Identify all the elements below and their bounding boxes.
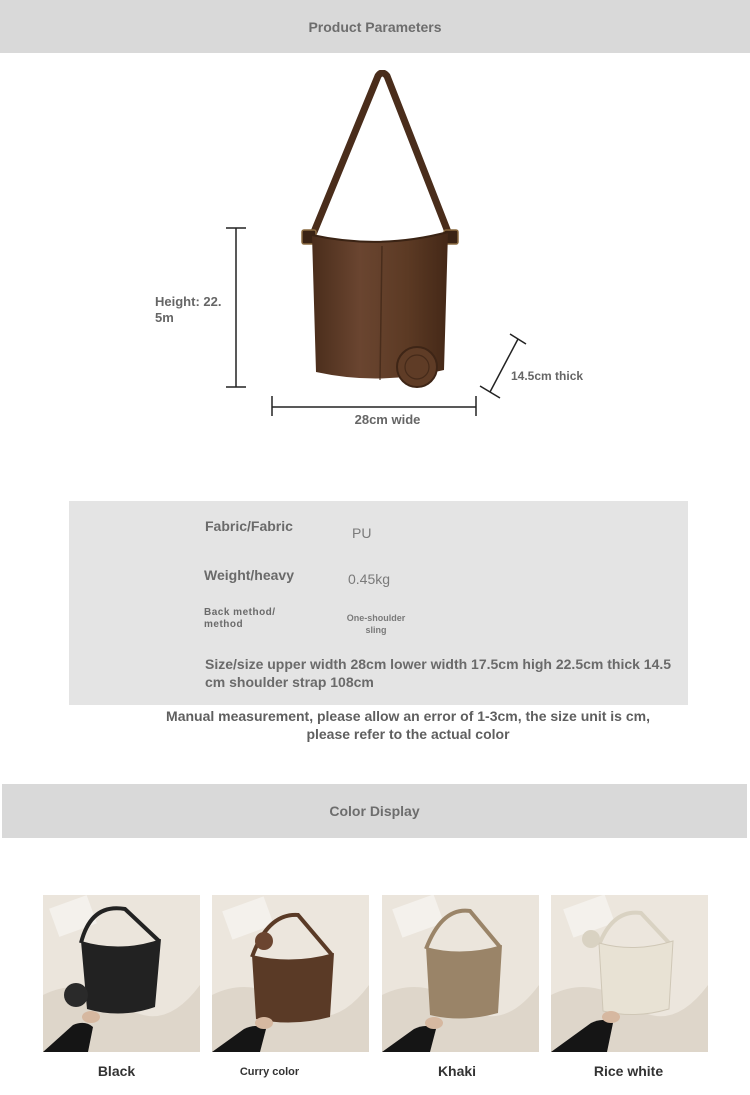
color-display-title: Color Display [329,803,420,819]
product-parameters-title: Product Parameters [308,18,442,35]
weight-value: 0.45kg [348,571,391,587]
back-method-key: Back method/ method [204,607,276,630]
fabric-key: Fabric/Fabric [205,518,293,534]
bag-photo-curry [212,895,369,1052]
thickness-dimension-line [476,330,536,402]
color-swatch-rice-white[interactable] [551,895,708,1052]
back-method-value: One-shoulder sling [346,613,406,635]
weight-key: Weight/heavy [204,567,294,583]
thickness-label: 14.5cm thick [511,369,584,383]
color-display-header [2,784,747,838]
color-swatch-khaki[interactable] [382,895,539,1052]
bag-photo-rice-white [551,895,708,1052]
color-swatch-black[interactable] [43,895,200,1052]
bag-illustration [290,70,470,395]
width-label: 28cm wide [354,412,421,427]
bag-photo-khaki [382,895,539,1052]
color-caption-khaki: Khaki [437,1063,477,1079]
product-parameters-header [0,0,750,53]
color-caption-black: Black [97,1063,136,1079]
color-caption-rice-white: Rice white [593,1063,664,1079]
color-swatch-curry[interactable] [212,895,369,1052]
fabric-value: PU [352,525,372,541]
height-label: Height: 22. 5m [155,294,222,325]
measurement-note: Manual measurement, please allow an error of 1-3cm, the size unit is cm, please refer to the actual color [166,708,650,742]
color-caption-curry: Curry color [239,1066,300,1078]
size-description: Size/size upper width 28cm lower width 17.5cm high 22.5cm thick 14.5 cm shoulder strap 108cm [205,656,672,690]
bag-photo-black [43,895,200,1052]
